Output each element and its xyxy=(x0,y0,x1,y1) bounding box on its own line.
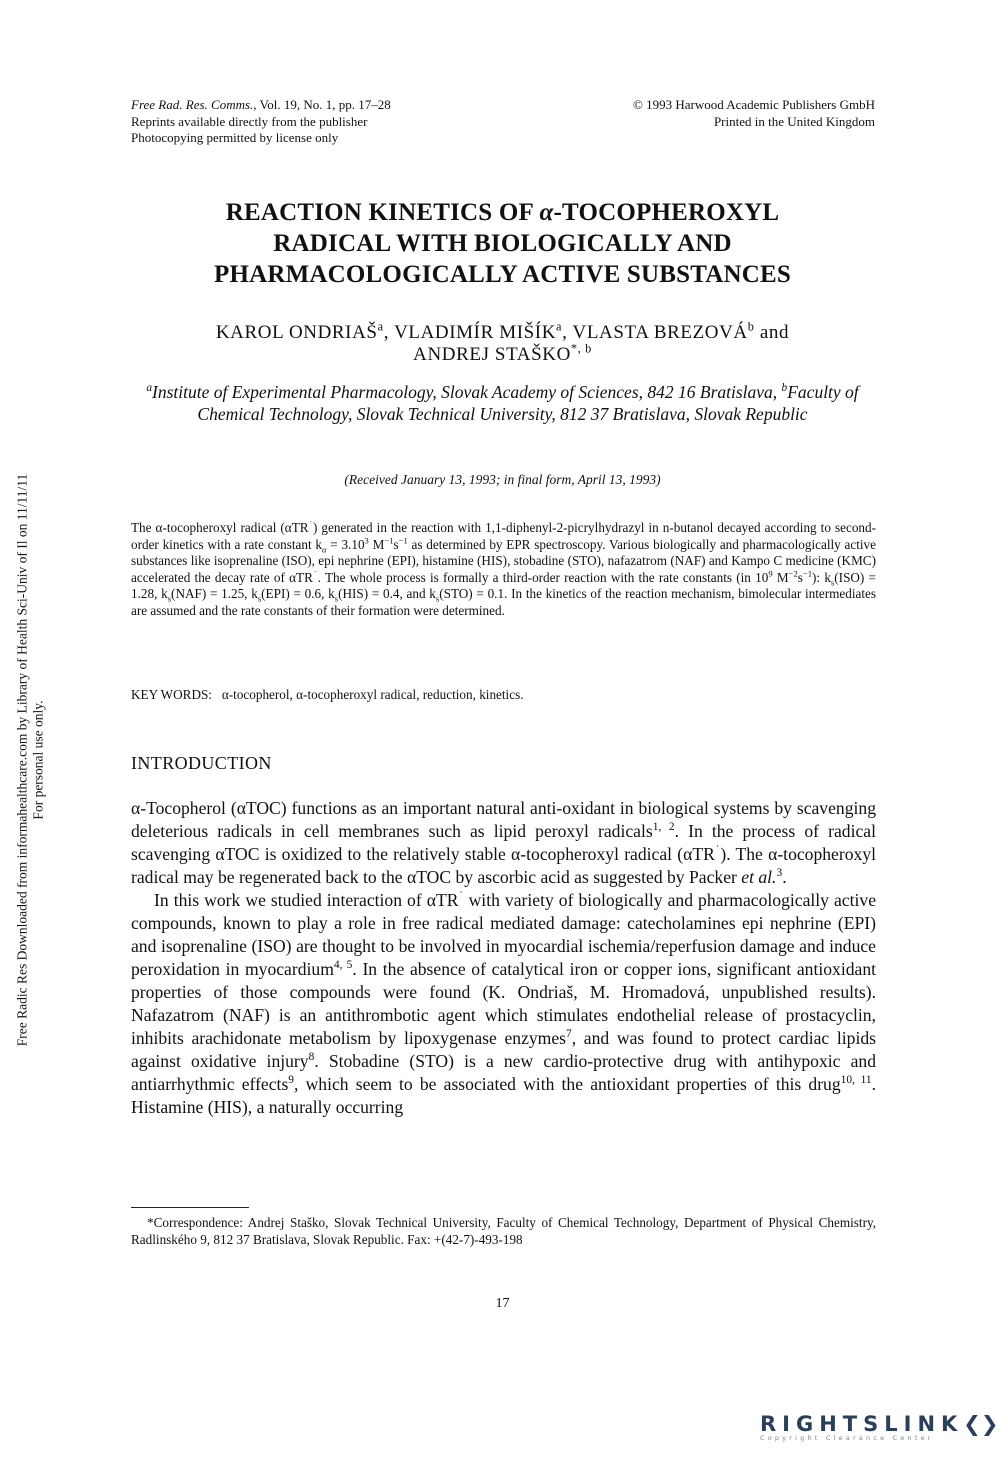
title-line-1: REACTION KINETICS OF α-TOCOPHEROXYL xyxy=(225,199,780,226)
received-dates: (Received January 13, 1993; in final form, April 13, 1993) xyxy=(344,472,661,487)
rightslink-wordmark: RIGHTSLINK❮❯ xyxy=(760,1412,999,1436)
journal-citation xyxy=(131,97,391,114)
journal-name: Free Rad. Res. Comms. xyxy=(131,97,254,112)
rightslink-tagline: Copyright Clearance Center xyxy=(760,1434,934,1442)
introduction-body xyxy=(131,797,876,1119)
author-brezova: VLASTA BREZOVÁ xyxy=(572,322,748,343)
author-ondrias: KAROL ONDRIAŠ xyxy=(215,322,378,343)
photocopy-note: Photocopying permitted by license only xyxy=(131,130,339,145)
intro-paragraph-2: In this work we studied interaction of αTR˙ with variety of biologically and pharmacologically active compounds, known to play a role in free radical mediated damage: catecholamines epi nephrine (EPI) and isoprenaline (ISO) are thought to be involved in myocardial ischemia/reperfusion damage and induce peroxidation in myocardium$^{4, 5}$. In the absence of catalytical iron or copper ions, significant antioxidant properties of those compounds were found (K. Ondriaš, M. Hromadová, unpublished results). Nafazatrom (NAF) is an antithrombotic agent which stimulates endothelial release of prostacyclin, inhibits arachidonate metabolism by lipoxygenase enzymes$^7$, and was found to protect cardiac lipids against oxidative injury$^8$. Stobadine (STO) is a new cardio-protective drug with antihypoxic and antiarrhythmic effects$^9$, which seem to be associated with the antioxidant properties of this drug$^{10, 11}$. Histamine (HIS), a naturally occurring xyxy=(131,890,877,1117)
journal-volume: , Vol. 19, No. 1, pp. 17–28 xyxy=(253,97,391,112)
keywords-label: KEY WORDS: xyxy=(131,687,212,702)
title-line-3: PHARMACOLOGICALLY ACTIVE SUBSTANCES xyxy=(213,261,792,288)
affiliations: $^a$Institute of Experimental Pharmacology, Slovak Academy of Sciences, 842 16 Bratislava, $^b$Faculty of Chemical Technology, Slovak Technical University, 812 37 Bratislava, Slovak Republic xyxy=(146,382,859,424)
correspondence-footnote: *Correspondence: Andrej Staško, Slovak Technical University, Faculty of Chemical Technology, Department of Physical Chemistry, Radlinského 9, 812 37 Bratislava, Slovak Republic. Fax: +(42-7)-493-198 xyxy=(131,1215,876,1247)
alpha-symbol: α xyxy=(539,199,554,226)
watermark-line-2: For personal use only. xyxy=(30,700,45,820)
download-watermark xyxy=(0,0,60,1477)
keywords-text: α-tocopherol, α-tocopheroxyl radical, reduction, kinetics. xyxy=(221,687,524,702)
journal-citation-block xyxy=(131,97,391,147)
title-line-2: RADICAL WITH BIOLOGICALLY AND xyxy=(273,230,732,257)
printed-line: Printed in the United Kingdom xyxy=(713,113,875,129)
author-stasko: ANDREJ STAŠKO xyxy=(413,344,571,365)
author-misik: VLADIMÍR MIŠÍK xyxy=(394,322,557,343)
intro-paragraph-1: α-Tocopherol (αTOC) functions as an important natural anti-oxidant in biological systems by scavenging deleterious radicals in cell membranes such as lipid peroxyl radicals$^{1, 2}$. In the process of radical scavenging αTOC is oxidized to the relatively stable α-tocopheroxyl radical (αTR˙). The α-tocopheroxyl radical may be regenerated back to the αTOC by ascorbic acid as suggested by Packer et al.$^3$. xyxy=(131,798,877,887)
chevron-brackets-icon: ❮❯ xyxy=(963,1412,999,1436)
watermark-line-1: Free Radic Res Downloaded from informahealthcare.com by Library of Health Sci-Univ of Il on 11/11/11 xyxy=(14,473,30,1047)
author-list: KAROL ONDRIAŠ$^a$, VLADIMÍR MIŠÍK$^a$, VLASTA BREZOVÁ$^b$ and ANDREJ $STAŠKO^{*, b}$ xyxy=(215,319,790,365)
copyright-line: © 1993 Harwood Academic Publishers GmbH xyxy=(632,97,875,112)
abstract: The α-tocopheroxyl radical (αTR˙) generated in the reaction with 1,1-diphenyl-2-picrylhydrazyl in n-butanol decayed according to second-order kinetics with a rate constant $k_\alpha = 3.10^3$ $M^{-1}s^{-1}$ as determined by EPR spectroscopy. Various biologically and pharmacologically active substances like isoprenaline (ISO), epi nephrine (EPI), histamine (HIS), stobadine (STO), nafazatrom (NAF) and Kampo C medicine (KMC) accelerated the decay rate of αTR˙. The whole process is formally a third-order reaction with the rate constants (in $10^9$ $M^{-2}s^{-1}$): $k_s(ISO) = 1.28$, $k_s(NAF) = 1.25$, $k_s(EPI) = 0.6$, $k_s(HIS) = 0.4$, and $k_s(STO) = 0.1$. In the kinetics of the reaction mechanism, bimolecular intermediates are assumed and the rate constants of their formation were determined. xyxy=(131,518,876,618)
page-number: 17 xyxy=(495,1296,510,1311)
rightslink-logo[interactable] xyxy=(760,1412,999,1462)
article-title xyxy=(120,197,885,290)
publisher-block xyxy=(633,97,875,130)
footnote-divider xyxy=(131,1207,249,1208)
keywords xyxy=(131,687,876,704)
section-heading-introduction: INTRODUCTION xyxy=(131,753,272,773)
reprints-note: Reprints available directly from the publisher xyxy=(131,113,368,129)
